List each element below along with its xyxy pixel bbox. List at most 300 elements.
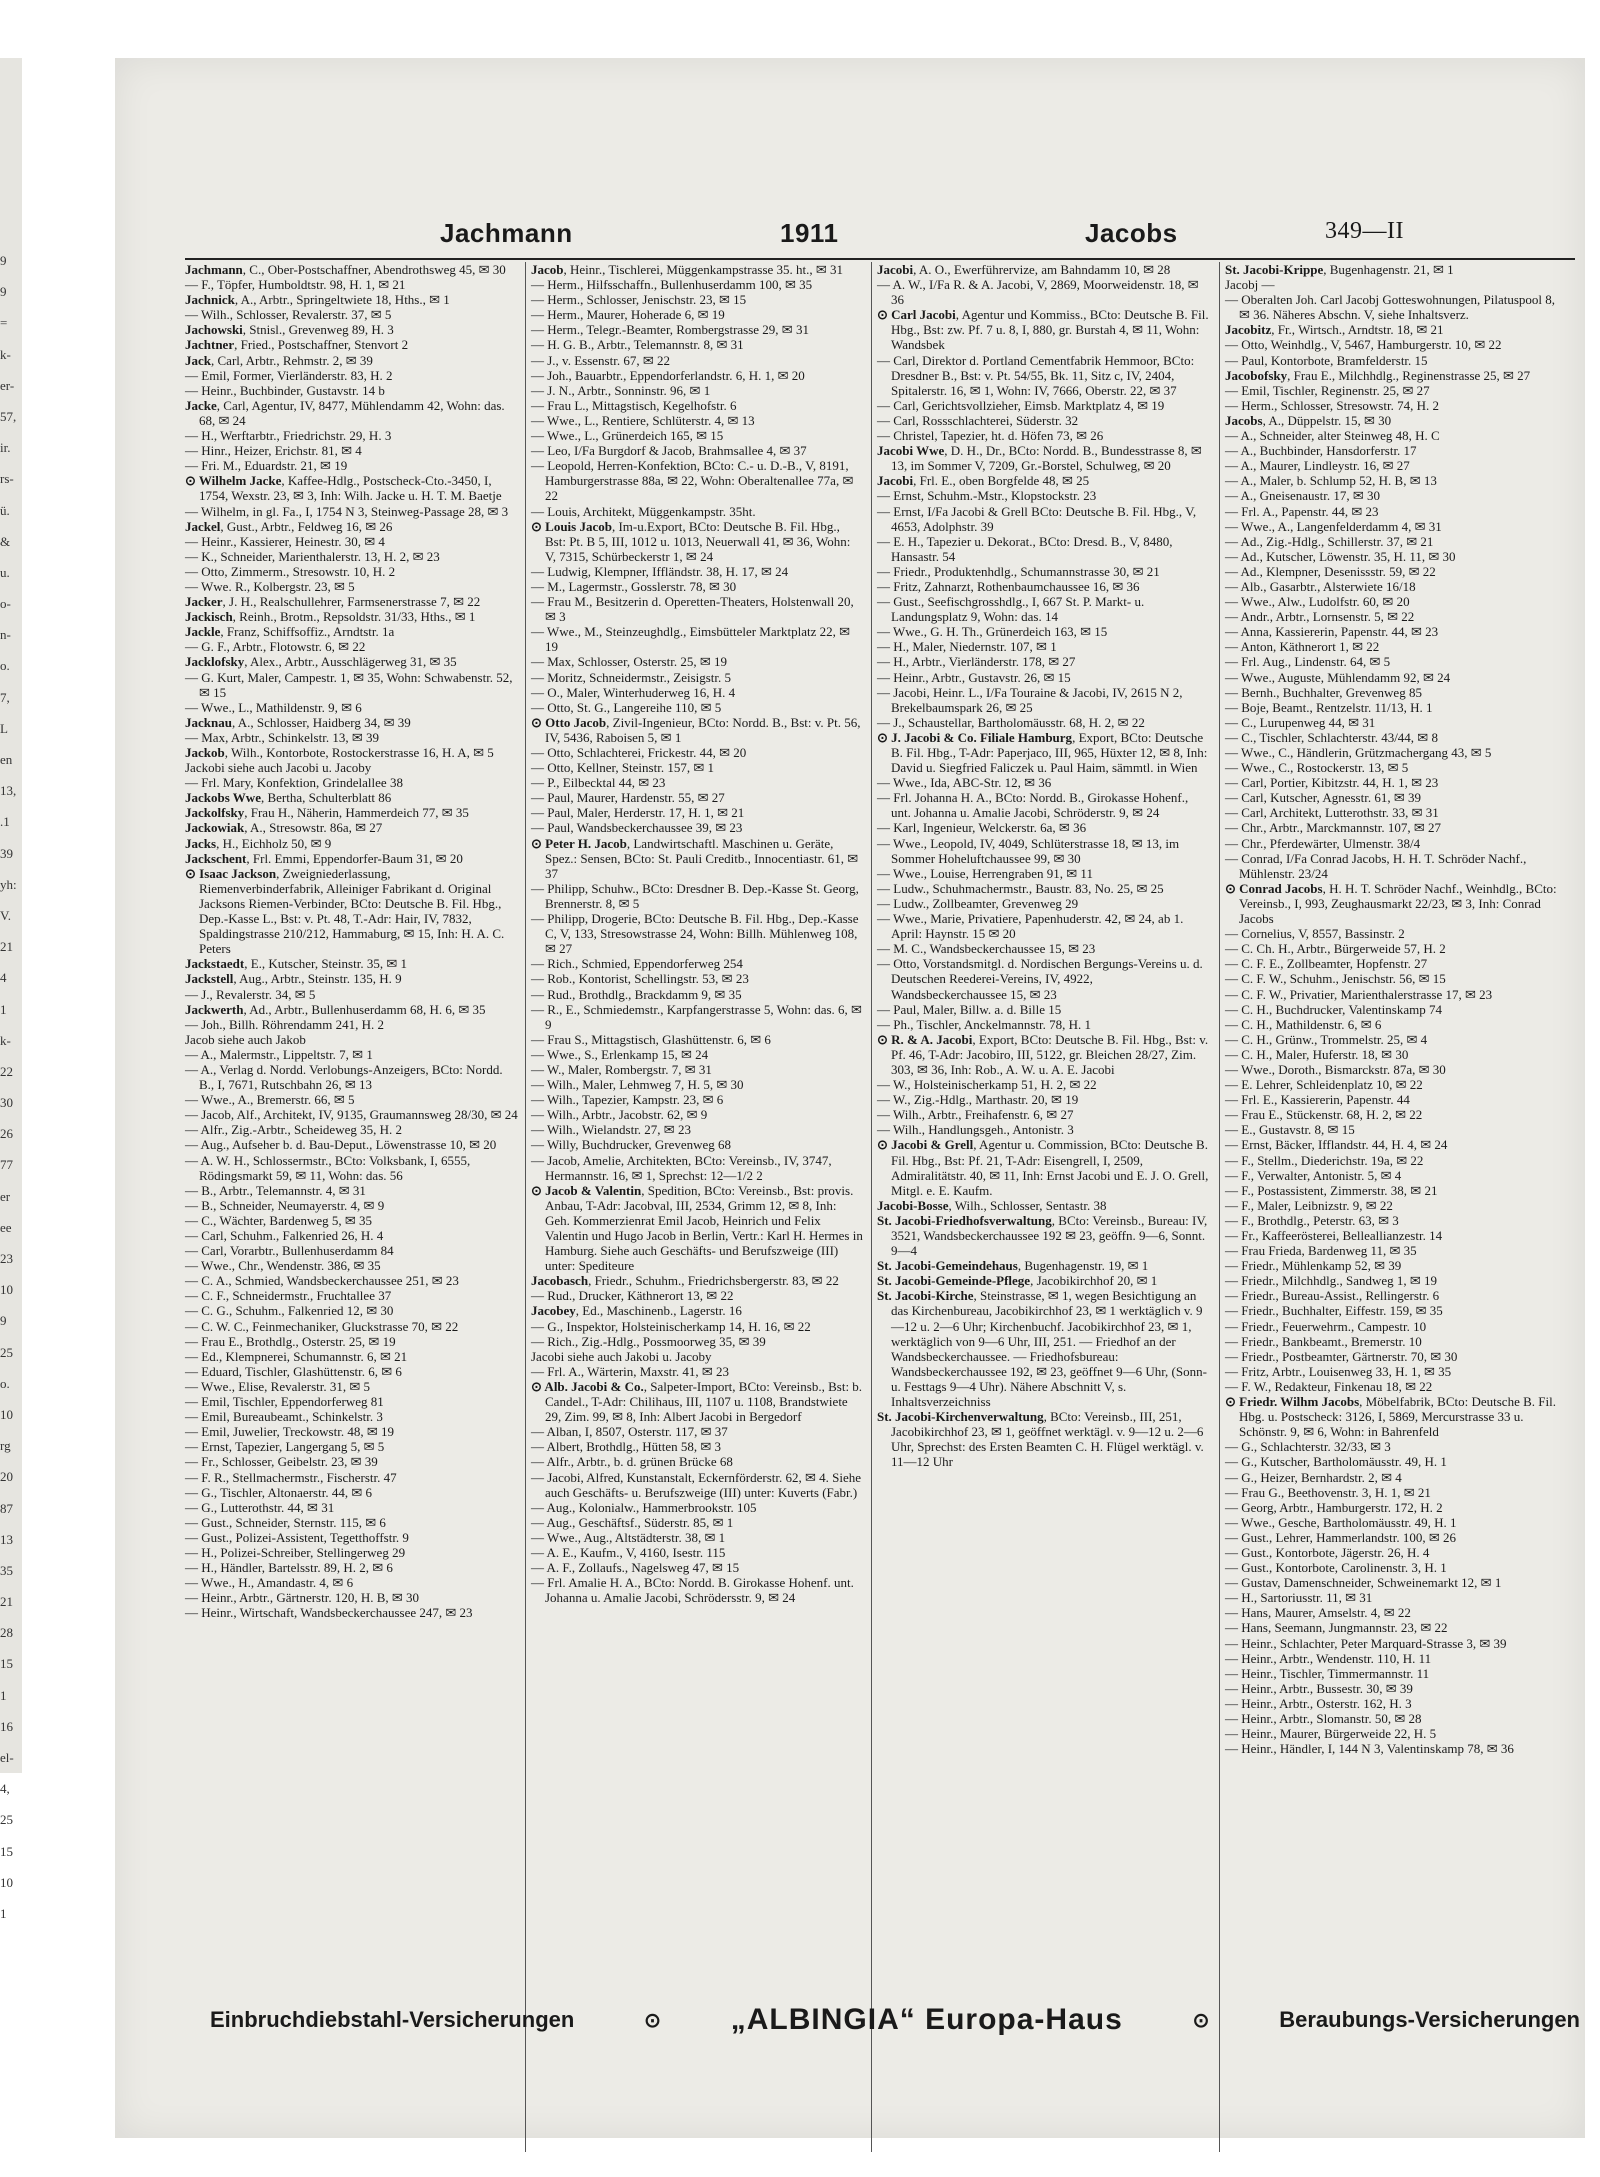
advertisement-footer (210, 1995, 1580, 2045)
directory-entry: ⊙ R. & A. Jacobi, Export, BCto: Deutsche B. Fil. Hbg., Bst: v. Pf. 46, T-Adr: Jacobiro, III, 5122, gr. Bleichen 28/27, Zim. 303, ✉ 36, Inh: Rob., A. W. u. A. E. Jacobi (877, 1031, 1209, 1077)
directory-entry: — Bernh., Buchhalter, Grevenweg 85 (1225, 684, 1422, 700)
header-rule (185, 258, 1575, 260)
directory-entry: — Frau E., Stückenstr. 68, H. 2, ✉ 22 (1225, 1107, 1423, 1123)
directory-entry: — Ph., Tischler, Anckelmannstr. 78, H. 1 (877, 1016, 1091, 1032)
directory-entry: — H., Arbtr., Vierländerstr. 178, ✉ 27 (877, 654, 1076, 670)
margin-fragment: = (0, 315, 8, 331)
directory-entry: — Heinr., Arbtr., Wendenstr. 110, H. 11 (1225, 1650, 1432, 1666)
margin-fragment: 25 (0, 1812, 13, 1828)
margin-fragment: rg (0, 1438, 11, 1454)
margin-fragment: ir. (0, 440, 11, 456)
directory-entry: Jacobitz, Fr., Wirtsch., Arndtstr. 18, ✉ 21 (1225, 322, 1444, 338)
directory-entry: — C., Tischler, Schlachterstr. 43/44, ✉ 8 (1225, 729, 1438, 745)
directory-entry: — C. G., Schuhm., Falkenried 12, ✉ 30 (185, 1303, 394, 1319)
directory-entry: — E. Lehrer, Schleidenplatz 10, ✉ 22 (1225, 1077, 1423, 1093)
directory-entry: — Friedr., Bankbeamt., Bremerstr. 10 (1225, 1333, 1422, 1349)
directory-entry: — Hinr., Heizer, Erichstr. 81, ✉ 4 (185, 443, 362, 459)
directory-entry: — C. H., Maler, Huferstr. 18, ✉ 30 (1225, 1046, 1409, 1062)
margin-fragment: 25 (0, 1344, 13, 1360)
margin-fragment: 15 (0, 1843, 13, 1859)
directory-entry: — Ad., Zig.-Hdlg., Schillerstr. 37, ✉ 21 (1225, 533, 1434, 549)
directory-entry: — Ernst, Schuhm.-Mstr., Klopstockstr. 23 (877, 488, 1097, 504)
directory-entry: — Wwe., Leopold, IV, 4049, Schlüterstrasse 18, ✉ 13, im Sommer Hoheluftchaussee 99, ✉ 30 (877, 835, 1180, 866)
directory-entry: Jackolfsky, Frau H., Näherin, Hammerdeich 77, ✉ 35 (185, 805, 469, 821)
directory-entry: — B., Arbtr., Telemannstr. 4, ✉ 31 (185, 1182, 366, 1198)
directory-entry: Jackobs Wwe, Bertha, Schulterblatt 86 (185, 790, 392, 806)
margin-fragment: 4, (0, 1781, 10, 1797)
directory-entry: — C. F., Schneidermstr., Fruchtallee 37 (185, 1288, 392, 1304)
directory-entry: — Wwe., C., Rostockerstr. 13, ✉ 5 (1225, 760, 1409, 776)
directory-entry: — Wwe., Doroth., Bismarckstr. 87a, ✉ 30 (1225, 1061, 1446, 1077)
directory-entry: ⊙ Wilhelm Jacke, Kaffee-Hdlg., Postscheck-Cto.-3450, I, 1754, Wexstr. 23, ✉ 3, Inh: Wilh. Jacke u. H. T. M. Baetje (185, 473, 502, 504)
margin-fragment: 10 (0, 1874, 13, 1890)
margin-fragment: 26 (0, 1126, 13, 1142)
directory-entry: Jack, Carl, Arbtr., Rehmstr. 2, ✉ 39 (185, 352, 373, 368)
directory-entry: — Fr., Schlosser, Geibelstr. 23, ✉ 39 (185, 1454, 378, 1470)
directory-entry: — Christel, Tapezier, ht. d. Höfen 73, ✉ 26 (877, 428, 1104, 444)
directory-entry: — Joh., Bauarbtr., Eppendorferlandstr. 6, H. 1, ✉ 20 (531, 367, 805, 383)
directory-entry: — Aug., Aufseher b. d. Bau-Deput., Löwenstrasse 10, ✉ 20 (185, 1137, 497, 1153)
directory-entry: — Jacobi, Heinr. L., I/Fa Touraine & Jacobi, IV, 2615 N 2, Brekelbaumspark 26, ✉ 25 (877, 684, 1183, 715)
directory-entry: — Heinr., Kassierer, Heinestr. 30, ✉ 4 (185, 533, 385, 549)
directory-entry: — Leo, I/Fa Burgdorf & Jacob, Brahmsallee 4, ✉ 37 (531, 443, 807, 459)
directory-entry: — Heinr., Arbtr., Gärtnerstr. 120, H. B, ✉ 30 (185, 1590, 420, 1606)
directory-entry: — F., Töpfer, Humboldtstr. 98, H. 1, ✉ 21 (185, 277, 406, 293)
header-year: 1911 (780, 218, 839, 248)
directory-entry: ⊙ Alb. Jacobi & Co., Salpeter-Import, BCto: Vereinsb., Bst: b. Candel., T-Adr: Chilihaus, III, 1107 u. 1108, Brandstwiete 29, Zim. 99, ✉ 8, Inh: Albert Jacobi in Bergedorf (531, 1378, 863, 1425)
directory-entry: — Oberalten Joh. Carl Jacobj Gotteswohnungen, Pilatuspool 8, ✉ 36. Näheres Abschn. V, siehe Inhaltsverz. (1225, 292, 1556, 323)
directory-entry: St. Jacobi-Friedhofsverwaltung, BCto: Vereinsb., Bureau: IV, 3521, Wandsbeckerchaussee 192 ✉ 23, geöffn. 9—6, Sonnt. 9—4 (877, 1212, 1208, 1259)
footer-company: „ALBINGIA“ Europa-Haus (730, 2003, 1123, 2036)
margin-fragment: er- (0, 377, 15, 393)
directory-entry: Jachmann, C., Ober-Postschaffner, Abendrothsweg 45, ✉ 30 (185, 262, 506, 277)
directory-entry: — Heinr., Arbtr., Osterstr. 162, H. 3 (1225, 1695, 1412, 1711)
directory-entry: — Albert, Brothdlg., Hütten 58, ✉ 3 (531, 1439, 721, 1455)
margin-fragment: 9 (0, 253, 7, 268)
directory-entry: — C. H., Grünw., Trommelstr. 25, ✉ 4 (1225, 1031, 1428, 1047)
directory-entry: — Ernst, Bäcker, Ifflandstr. 44, H. 4, ✉ 24 (1225, 1137, 1448, 1153)
directory-entry: — Emil, Tischler, Eppendorferweg 81 (185, 1394, 384, 1410)
directory-entry: Jacobi siehe auch Jakobi u. Jacoby (531, 1348, 712, 1364)
directory-entry: — Anna, Kassiererin, Papenstr. 44, ✉ 23 (1225, 624, 1439, 640)
margin-fragment: er (0, 1188, 11, 1204)
page-header (185, 200, 1580, 250)
margin-fragment: 1 (0, 1905, 7, 1921)
directory-entry: — Anton, Käthnerort 1, ✉ 22 (1225, 639, 1380, 655)
footer-left-text: Einbruchdiebstahl-Versicherungen (210, 2007, 575, 2032)
directory-entry: — Otto, St. G., Langereihe 110, ✉ 5 (531, 699, 722, 715)
directory-entry: — Gust., Lehrer, Hammerlandstr. 100, ✉ 26 (1225, 1529, 1456, 1545)
directory-entry: — Frl. Aug., Lindenstr. 64, ✉ 5 (1225, 654, 1391, 670)
directory-entry: — Paul, Maler, Herderstr. 17, H. 1, ✉ 21 (531, 805, 745, 821)
directory-entry: — Wwe., C., Händlerin, Grützmachergang 43, ✉ 5 (1225, 745, 1492, 760)
directory-entry: Jackstell, Aug., Arbtr., Steinstr. 135, H. 9 (185, 971, 402, 987)
directory-entry: — Wwe., Alw., Ludolfstr. 60, ✉ 20 (1225, 594, 1410, 610)
directory-entry: Jacobi, Frl. E., oben Borgfelde 48, ✉ 25 (877, 473, 1090, 489)
margin-fragment: .1 (0, 814, 10, 830)
directory-entry: — A. F., Zollaufs., Nagelsweg 47, ✉ 15 (531, 1560, 740, 1576)
directory-entry: — Rud., Drucker, Käthnerort 13, ✉ 22 (531, 1288, 734, 1304)
directory-entry: Jacobj — (1225, 277, 1275, 293)
directory-entry: — Frl. A., Papenstr. 44, ✉ 23 (1225, 503, 1379, 519)
directory-entry: — H., Maler, Niedernstr. 107, ✉ 1 (877, 639, 1057, 655)
directory-entry: — Rud., Brothdlg., Brackdamm 9, ✉ 35 (531, 986, 742, 1002)
directory-entry: Jackschent, Frl. Emmi, Eppendorfer-Baum 31, ✉ 20 (185, 850, 463, 866)
directory-entry: — Eduard, Tischler, Glashüttenstr. 6, ✉ 6 (185, 1363, 402, 1379)
margin-fragment: 10 (0, 1282, 13, 1298)
directory-entry: — G., Heizer, Bernhardstr. 2, ✉ 4 (1225, 1469, 1402, 1485)
directory-entry: ⊙ Peter H. Jacob, Landwirtschaftl. Maschinen u. Geräte, Spez.: Sensen, BCto: St. Pauli Creditb., Innocentiastr. 61, ✉ 37 (531, 835, 859, 881)
directory-entry: — Friedr., Mühlenkamp 52, ✉ 39 (1225, 1258, 1402, 1274)
directory-entry: — W., Holsteinischerkamp 51, H. 2, ✉ 22 (877, 1077, 1097, 1093)
directory-entry: — Ed., Klempnerei, Schumannstr. 6, ✉ 21 (185, 1348, 408, 1364)
directory-entry: — Friedr., Produktenhdlg., Schumannstrasse 30, ✉ 21 (877, 563, 1160, 579)
column-divider (525, 262, 526, 2152)
directory-entry: — Heinr., Arbtr., Gustavstr. 26, ✉ 15 (877, 669, 1071, 685)
directory-entry: — F. W., Redakteur, Finkenau 18, ✉ 22 (1225, 1378, 1433, 1394)
directory-entry: — Carl, Direktor d. Portland Cementfabrik Hemmoor, BCto: Dresdner B., Bst: v. Pt. 54/55, Bk. 11, Sitz c, IV, 2404, Spitalerstr. 16, ✉ 1, Wohn: IV, 7666, Oberstr. 22, ✉ 37 (877, 352, 1195, 398)
column-1 (185, 262, 518, 2167)
directory-entry: — H., Sartoriusstr. 11, ✉ 31 (1225, 1590, 1373, 1606)
directory-entry: — C. H., Mathildenstr. 6, ✉ 6 (1225, 1016, 1382, 1032)
directory-entry: Jacobi, A. O., Ewerführervize, am Bahndamm 10, ✉ 28 (877, 262, 1171, 277)
directory-entry: Jacobasch, Friedr., Schuhm., Friedrichsbergerstr. 83, ✉ 22 (531, 1273, 839, 1289)
directory-entry: — Friedr., Buchhalter, Eiffestr. 159, ✉ 35 (1225, 1303, 1443, 1319)
directory-entry: — O., Maler, Winterhuderweg 16, H. 4 (531, 684, 736, 700)
directory-entry: — K., Schneider, Marienthalerstr. 13, H. 2, ✉ 23 (185, 548, 440, 564)
directory-entry: — G. F., Arbtr., Flotowstr. 6, ✉ 22 (185, 639, 366, 655)
directory-entry: — Frau G., Beethovenstr. 3, H. 1, ✉ 21 (1225, 1484, 1431, 1500)
directory-entry: — A. W. H., Schlossermstr., BCto: Volksbank, I, 6555, Rödingsmarkt 59, ✉ 11, Wohn: das. 56 (185, 1152, 471, 1183)
directory-entry: — Otto, Weinhdlg., V, 5467, Hamburgerstr. 10, ✉ 22 (1225, 337, 1502, 353)
margin-fragment: 28 (0, 1625, 13, 1641)
directory-entry: — Wwe., L., Mathildenstr. 9, ✉ 6 (185, 699, 362, 715)
directory-entry: — Wilh., Maler, Lehmweg 7, H. 5, ✉ 30 (531, 1077, 744, 1093)
directory-entry: — Carl, Vorarbtr., Bullenhuserdamm 84 (185, 1243, 394, 1259)
directory-entry: — Heinr., Buchbinder, Gustavstr. 14 b (185, 382, 385, 398)
directory-entry: — B., Schneider, Neumayerstr. 4, ✉ 9 (185, 1197, 385, 1213)
directory-entry: — Fri. M., Eduardstr. 21, ✉ 19 (185, 458, 348, 474)
directory-entry: — Wwe. R., Kolbergstr. 23, ✉ 5 (185, 578, 355, 594)
directory-entry: — J. N., Arbtr., Sonninstr. 96, ✉ 1 (531, 382, 711, 398)
directory-entry: — M. C., Wandsbeckerchaussee 15, ✉ 23 (877, 941, 1096, 957)
directory-entry: Jacobofsky, Frau E., Milchhdlg., Reginenstrasse 25, ✉ 27 (1225, 367, 1531, 383)
directory-entry: Jacobs, A., Düppelstr. 15, ✉ 30 (1225, 412, 1392, 428)
margin-fragment: 21 (0, 1594, 13, 1610)
directory-entry: — Wwe., L., Rentiere, Schlüterstr. 4, ✉ 13 (531, 412, 755, 428)
directory-entry: ⊙ Jacobi & Grell, Agentur u. Commission, BCto: Deutsche B. Fil. Hbg., Bst: Pf. 21, T-Adr: Eisengrell, I, 2509, Admiralitätstr. 40, ✉ 11, Inh: Ernst Jacobi und E. J. O. Grell, Mitgl. e. E. Kaufm. (877, 1137, 1209, 1198)
directory-entry: Jacklofsky, Alex., Arbtr., Ausschlägerweg 31, ✉ 35 (185, 654, 457, 670)
directory-entry: — J., Revalerstr. 34, ✉ 5 (185, 986, 316, 1002)
directory-entry: ⊙ Louis Jacob, Im-u.Export, BCto: Deutsche B. Fil. Hbg., Bst: Pt. B 5, III, 1012 u. 1013, Neuerwall 41, ✉ 36, Wohn: V, 7315, Schürbeckerstr 1, ✉ 24 (531, 518, 851, 564)
footer-right-text: Beraubungs-Versicherungen (1279, 2007, 1580, 2032)
column-divider (871, 262, 872, 2152)
directory-entry: — Frau Frieda, Bardenweg 11, ✉ 35 (1225, 1243, 1417, 1259)
margin-fragment: ü. (0, 502, 10, 518)
directory-entry: — Wilh., Schlosser, Revalerstr. 37, ✉ 5 (185, 307, 392, 323)
margin-fragment: 22 (0, 1063, 13, 1079)
column-4 (1225, 262, 1558, 2167)
directory-entry: Jackob, Wilh., Kontorbote, Rostockerstrasse 16, H. A, ✉ 5 (185, 745, 494, 760)
directory-entry: — Hans, Seemann, Jungmannstr. 23, ✉ 22 (1225, 1620, 1448, 1636)
directory-entry: — Wwe., Chr., Wendenstr. 386, ✉ 35 (185, 1258, 381, 1274)
directory-entry: — C. A., Schmied, Wandsbeckerchaussee 251, ✉ 23 (185, 1273, 459, 1289)
directory-entry: — C. W. C., Feinmechaniker, Gluckstrasse 70, ✉ 22 (185, 1318, 459, 1334)
directory-entry: — Gust., Schneider, Sternstr. 115, ✉ 6 (185, 1514, 386, 1530)
directory-entry: — Emil, Tischler, Reginenstr. 25, ✉ 27 (1225, 382, 1430, 398)
margin-fragment: 87 (0, 1500, 13, 1516)
directory-entry: — Wwe., Ida, ABC-Str. 12, ✉ 36 (877, 775, 1052, 791)
directory-entry: — W., Zig.-Hdlg., Marthastr. 20, ✉ 19 (877, 1092, 1079, 1108)
header-last-entry: Jacobs (1085, 218, 1178, 248)
directory-entry: Jackel, Gust., Arbtr., Feldweg 16, ✉ 26 (185, 518, 393, 534)
directory-entry: — Otto, Kellner, Steinstr. 157, ✉ 1 (531, 760, 714, 776)
margin-fragment: yh: (0, 876, 17, 892)
directory-entry: — Carl, Architekt, Lutterothstr. 33, ✉ 31 (1225, 805, 1439, 821)
directory-entry: — Paul, Maler, Billw. a. d. Bille 15 (877, 1001, 1062, 1017)
directory-entry: — Aug., Geschäftsf., Süderstr. 85, ✉ 1 (531, 1514, 734, 1530)
directory-entry: — Boje, Beamt., Rentzelstr. 11/13, H. 1 (1225, 699, 1433, 715)
margin-fragment: 57, (0, 408, 17, 424)
directory-entry: — G., Schlachterstr. 32/33, ✉ 3 (1225, 1439, 1391, 1455)
margin-fragment: V. (0, 907, 11, 923)
margin-fragment: 13, (0, 783, 17, 799)
directory-entry: — Wwe., Gesche, Bartholomäusstr. 49, H. 1 (1225, 1514, 1457, 1530)
margin-fragment: 13 (0, 1531, 13, 1547)
directory-entry: — Jacobi, Alfred, Kunstanstalt, Eckernförderstr. 62, ✉ 4. Siehe auch Geschäfts- u. Berufszweige (III) unter: Kuverts (Fabr.) (531, 1469, 862, 1500)
directory-entry: — Frl. Johanna H. A., BCto: Nordd. B., Girokasse Hohenf., unt. Johanna u. Amalie Jacobi, Schröderstr. 9, ✉ 24 (877, 790, 1189, 821)
directory-entry: — H., Werftarbtr., Friedrichstr. 29, H. 3 (185, 428, 392, 444)
directory-entry: St. Jacobi-Kirchenverwaltung, BCto: Vereinsb., III, 251, Jacobikirchhof 23, ✉ 1, geöffnet werktägl. v. 9—12 u. 2—6 Uhr, Sprechst: des Ersten Beamten C. H. Flügel werktägl. v. 11—12 Uhr (877, 1409, 1204, 1470)
directory-entry: — C. Ch. H., Arbtr., Bürgerweide 57, H. 2 (1225, 941, 1446, 957)
directory-entry: — Philipp, Schuhw., BCto: Dresdner B. Dep.-Kasse St. Georg, Brennerstr. 8, ✉ 5 (531, 880, 859, 911)
directory-entry: — Wwe., Elise, Revalerstr. 31, ✉ 5 (185, 1378, 371, 1394)
directory-entry: Jacobi-Bosse, Wilh., Schlosser, Sentastr. 38 (877, 1197, 1107, 1213)
directory-entry: — G., Tischler, Altonaerstr. 44, ✉ 6 (185, 1484, 372, 1500)
margin-fragment: 21 (0, 939, 13, 955)
directory-entry: — Wilh., Wielandstr. 27, ✉ 23 (531, 1122, 691, 1138)
directory-entry: — J., Schaustellar, Bartholomäusstr. 68, H. 2, ✉ 22 (877, 714, 1145, 730)
directory-entry: Jacknau, A., Schlosser, Haidberg 34, ✉ 39 (185, 714, 411, 730)
directory-entry: Jacobey, Ed., Maschinenb., Lagerstr. 16 (531, 1303, 742, 1319)
directory-entry: — Aug., Kolonialw., Hammerbrookstr. 105 (531, 1499, 757, 1515)
margin-fragment: rs- (0, 471, 14, 487)
directory-entry: — J., v. Essenstr. 67, ✉ 22 (531, 352, 670, 368)
directory-entry: — Emil, Former, Vierländerstr. 83, H. 2 (185, 367, 393, 383)
directory-entry: — E. H., Tapezier u. Dekorat., BCto: Dresd. B., V, 8480, Hansastr. 54 (877, 533, 1173, 564)
directory-entry: — Gust., Seefischgrosshdlg., I, 667 St. P. Markt- u. Landungsplatz 9, Wohn: das. 14 (877, 594, 1145, 625)
directory-entry: — Otto, Vorstandsmitgl. d. Nordischen Bergungs-Vereins u. d. Deutschen Reederei-Vereins, IV, 4922, Wandsbeckerchaussee 15, ✉ 23 (877, 956, 1203, 1002)
directory-entry: — Gustav, Damenschneider, Schweinemarkt 12, ✉ 1 (1225, 1575, 1502, 1591)
directory-entry: — Rich., Schmied, Eppendorferweg 254 (531, 956, 743, 972)
directory-entry: — G. Kurt, Maler, Campestr. 1, ✉ 35, Wohn: Schwabenstr. 52, ✉ 15 (185, 669, 513, 700)
directory-entry: — Alfr., Zig.-Arbtr., Scheideweg 35, H. 2 (185, 1122, 402, 1138)
directory-entry: Jackobi siehe auch Jacobi u. Jacoby (185, 760, 372, 776)
directory-entry: — F., Maler, Leibnizstr. 9, ✉ 22 (1225, 1197, 1393, 1213)
directory-entry: ⊙ Jacob & Valentin, Spedition, BCto: Vereinsb., Bst: provis. Anbau, T-Adr: Jacobval, III, 2534, Grimm 12, ✉ 8, Inh: Geh. Kommerzienrat Emil Jacob, Heinrich und Felix Valentin und Hugo Jacob in Berlin, Vertr.: Karl H. Hermes in Hamburg. Siehe auch Geschäfts- und Berufszweige (III) unter: Spediteure (531, 1182, 863, 1274)
column-divider (1219, 262, 1220, 2152)
directory-entry: — Wwe., Aug., Altstädterstr. 38, ✉ 1 (531, 1529, 726, 1545)
directory-entry: — Max, Schlosser, Osterstr. 25, ✉ 19 (531, 654, 727, 670)
directory-entry: — Gust., Kontorbote, Jägerstr. 26, H. 4 (1225, 1544, 1430, 1560)
directory-entry: — Heinr., Tischler, Timmermannstr. 11 (1225, 1665, 1430, 1681)
directory-entry: — Emil, Juwelier, Treckowstr. 48, ✉ 19 (185, 1424, 394, 1440)
margin-fragment: ee (0, 1219, 12, 1235)
directory-entry: — G., Inspektor, Holsteinischerkamp 14, H. 16, ✉ 22 (531, 1318, 811, 1334)
directory-entry: — F., Postassistent, Zimmerstr. 38, ✉ 21 (1225, 1182, 1438, 1198)
directory-entry: — Ernst, Tapezier, Langergang 5, ✉ 5 (185, 1439, 385, 1455)
directory-entry: Jackwerth, Ad., Arbtr., Bullenhuserdamm 68, H. 6, ✉ 35 (185, 1001, 486, 1017)
margin-fragment: 30 (0, 1095, 13, 1111)
directory-entry: ⊙ Friedr. Wilhm Jacobs, Möbelfabrik, BCto: Deutsche B. Fil. Hbg. u. Postscheck: 3126, I, 5869, Mercurstrasse 33 u. Schönstr. 9, ✉ 6, Wohn: in Bahrenfeld (1225, 1394, 1556, 1440)
directory-entry: — Otto, Schlachterei, Frickestr. 44, ✉ 20 (531, 745, 747, 760)
directory-entry: — Wilh., Tapezier, Kampstr. 23, ✉ 6 (531, 1092, 724, 1108)
directory-entry: — Herm., Telegr.-Beamter, Rombergstrasse 29, ✉ 31 (531, 322, 809, 338)
directory-entry: — Karl, Ingenieur, Welckerstr. 6a, ✉ 36 (877, 820, 1087, 836)
directory-entry: — A. E., Kaufm., V, 4160, Isestr. 115 (531, 1544, 726, 1560)
directory-entry: — C. F. W., Privatier, Marienthalerstrasse 17, ✉ 23 (1225, 986, 1493, 1002)
directory-entry: — Wilh., Arbtr., Jacobstr. 62, ✉ 9 (531, 1107, 708, 1123)
directory-entry: ⊙ J. Jacobi & Co. Filiale Hamburg, Export, BCto: Deutsche B. Fil. Hbg., T-Adr: Paperjaco, III, 965, Hüxter 12, ✉ 8, Inh: David u. Siegfried Faliczek u. Paul Haim, sämmtl. in Wien (877, 729, 1208, 776)
directory-entry: — Alban, I, 8507, Osterstr. 117, ✉ 37 (531, 1424, 728, 1440)
margin-fragment: k- (0, 1032, 11, 1048)
directory-entry: — Wwe., Louise, Herrengraben 91, ✉ 11 (877, 865, 1093, 881)
margin-fragment: 15 (0, 1656, 13, 1672)
directory-entry: — Heinr., Händler, I, 144 N 3, Valentinskamp 78, ✉ 36 (1225, 1741, 1514, 1757)
directory-entry: — H., Händler, Bartelsstr. 89, H. 2, ✉ 6 (185, 1560, 393, 1576)
directory-entry: — Wilh., Arbtr., Freihafenstr. 6, ✉ 27 (877, 1107, 1074, 1123)
margin-fragment: 1 (0, 1001, 7, 1017)
margin-fragment: 23 (0, 1251, 13, 1266)
directory-entry: — Georg, Arbtr., Hamburgerstr. 172, H. 2 (1225, 1499, 1443, 1515)
directory-entry: — Carl, Portier, Kibitzstr. 44, H. 1, ✉ 23 (1225, 775, 1439, 791)
margin-fragment: & (0, 533, 11, 549)
directory-entry: — Wwe., M., Steinzeughdlg., Eimsbütteler Marktplatz 22, ✉ 19 (531, 624, 850, 655)
directory-entry: Jacob siehe auch Jakob (185, 1031, 306, 1047)
directory-entry: — Gust., Polizei-Assistent, Tegetthoffstr. 9 (185, 1529, 409, 1545)
directory-entry: — F. R., Stellmachermstr., Fischerstr. 47 (185, 1469, 397, 1485)
margin-fragment: 16 (0, 1718, 13, 1734)
directory-entry: — A., Maler, b. Schlump 52, H. B, ✉ 13 (1225, 473, 1437, 489)
directory-entry: ⊙ Carl Jacobi, Agentur und Kommiss., BCto: Deutsche B. Fil. Hbg., Bst: zw. Pf. 7 u. 8, I, 880, gr. Burstah 4, ✉ 11, Wohn: Wandsbek (877, 307, 1209, 353)
column-2 (531, 262, 864, 2167)
directory-entry: — Friedr., Bureau-Assist., Rellingerstr. 6 (1225, 1288, 1440, 1304)
margin-fragment: n- (0, 627, 11, 643)
directory-entry: — C., Wächter, Bardenweg 5, ✉ 35 (185, 1212, 373, 1228)
directory-entry: — Carl, Kutscher, Agnesstr. 61, ✉ 39 (1225, 790, 1421, 806)
directory-entry: — Alb., Gasarbtr., Alsterwiete 16/18 (1225, 578, 1416, 594)
directory-entry: — Herm., Maurer, Hoherade 6, ✉ 19 (531, 307, 725, 323)
directory-entry: — Herm., Schlosser, Stresowstr. 74, H. 2 (1225, 397, 1439, 413)
directory-entry: ⊙ Conrad Jacobs, H. H. T. Schröder Nachf., Weinhdlg., BCto: Vereinsb., I, 993, Zeughausmarkt 22/23, ✉ 3, Inh: Conrad Jacobs (1225, 880, 1557, 927)
margin-fragment: 10 (0, 1406, 13, 1422)
directory-entry: — Wilhelm, in gl. Fa., I, 1754 N 3, Steinweg-Passage 28, ✉ 3 (185, 503, 509, 519)
page-number: 349—II (1325, 218, 1404, 244)
margin-fragment: el- (0, 1750, 14, 1765)
directory-entry: — Heinr., Wirtschaft, Wandsbeckerchaussee 247, ✉ 23 (185, 1605, 473, 1621)
directory-entry: — Ernst, I/Fa Jacobi & Grell BCto: Deutsche B. Fil. Hbg., V, 4653, Adolphstr. 39 (877, 503, 1197, 534)
directory-entry: — Jacob, Alf., Architekt, IV, 9135, Graumannsweg 28/30, ✉ 24 (185, 1107, 518, 1123)
directory-entry: — C. F. E., Zollbeamter, Hopfenstr. 27 (1225, 956, 1428, 972)
directory-entry: — Chr., Arbtr., Marckmannstr. 107, ✉ 27 (1225, 820, 1441, 836)
directory-entry: Jackle, Franz, Schiffsoffiz., Arndtstr. 1a (185, 624, 395, 640)
directory-entry: — H. G. B., Arbtr., Telemannstr. 8, ✉ 31 (531, 337, 744, 353)
directory-entry: — Alfr., Arbtr., b. d. grünen Brücke 68 (531, 1454, 733, 1470)
directory-entry: — Rob., Kontorist, Schellingstr. 53, ✉ 23 (531, 971, 749, 987)
directory-entry: — Wwe., Marie, Privatiere, Papenhuderstr. 42, ✉ 24, ab 1. April: Haynstr. 15 ✉ 20 (877, 911, 1184, 942)
directory-entry: — Friedr., Milchhdlg., Sandweg 1, ✉ 19 (1225, 1273, 1438, 1289)
directory-entry: — Frl. Amalie H. A., BCto: Nordd. B. Girokasse Hohenf. unt. Johanna u. Amalie Jacobi, Schrödersstr. 9, ✉ 24 (531, 1575, 854, 1606)
directory-entry: — A., Malermstr., Lippeltstr. 7, ✉ 1 (185, 1046, 373, 1062)
directory-entry: — Frl. E., Kassiererin, Papenstr. 44 (1225, 1092, 1410, 1108)
directory-entry: — Philipp, Drogerie, BCto: Deutsche B. Fil. Hbg., Dep.-Kasse C, V, 133, Stresowstrasse 24, Wohn: Billh. Mühlenweg 108, ✉ 27 (531, 911, 859, 957)
directory-entry: — G., Lutterothstr. 44, ✉ 31 (185, 1499, 335, 1515)
header-first-entry: Jachmann (440, 218, 573, 248)
directory-entry: Jackowiak, A., Stresowstr. 86a, ✉ 27 (185, 820, 383, 836)
directory-entry: — E., Gustavstr. 8, ✉ 15 (1225, 1122, 1355, 1138)
directory-entry: — Fritz, Zahnarzt, Rothenbaumchaussee 16, ✉ 36 (877, 578, 1140, 594)
margin-fragment: 9 (0, 1313, 7, 1329)
directory-entry: — F., Verwalter, Antonistr. 5, ✉ 4 (1225, 1167, 1402, 1183)
directory-entry: — A., Maurer, Lindleystr. 16, ✉ 27 (1225, 458, 1410, 474)
directory-entry: — F., Brothdlg., Peterstr. 63, ✉ 3 (1225, 1212, 1399, 1228)
margin-fragment: 1 (0, 1687, 7, 1703)
directory-entry: — Frl. A., Wärterin, Maxstr. 41, ✉ 23 (531, 1363, 730, 1379)
column-3 (877, 262, 1210, 2167)
margin-fragment: k- (0, 346, 11, 362)
margin-fragment: 77 (0, 1157, 13, 1173)
footer-ornament: ⊙ (644, 2009, 661, 2032)
directory-entry: — Frau S., Mittagstisch, Glashüttenstr. 6, ✉ 6 (531, 1031, 771, 1047)
directory-entry: — Herm., Schlosser, Jenischstr. 23, ✉ 15 (531, 292, 747, 308)
directory-entry: Jacker, J. H., Realschullehrer, Farmsenerstrasse 7, ✉ 22 (185, 594, 481, 610)
directory-entry: — A., Verlag d. Nordd. Verlobungs-Anzeigers, BCto: Nordd. B., I, 7671, Rutschbahn 26, ✉ 13 (185, 1061, 503, 1093)
directory-entry: — Wwe., Auguste, Mühlendamm 92, ✉ 24 (1225, 669, 1451, 685)
directory-entry: — Conrad, I/Fa Conrad Jacobs, H. H. T. Schröder Nachf., Mühlenstr. 23/24 (1225, 850, 1527, 881)
directory-entry: — Andr., Arbtr., Lornsenstr. 5, ✉ 22 (1225, 609, 1415, 625)
directory-entry: Jacob, Heinr., Tischlerei, Müggenkampstrasse 35. ht., ✉ 31 (531, 262, 844, 277)
directory-entry: — Fr., Kaffeerösterei, Belleallianzestr. 14 (1225, 1228, 1443, 1243)
directory-entry: St. Jacobi-Gemeinde-Pflege, Jacobikirchhof 20, ✉ 1 (877, 1273, 1158, 1289)
margin-fragment: 35 (0, 1562, 13, 1578)
directory-entry: — Carl, Gerichtsvollzieher, Eimsb. Marktplatz 4, ✉ 19 (877, 397, 1165, 413)
margin-fragment: 9 (0, 284, 7, 300)
directory-entry: — Wwe., G. H. Th., Grünerdeich 163, ✉ 15 (877, 624, 1108, 640)
directory-entry: — Heinr., Schlachter, Peter Marquard-Strasse 3, ✉ 39 (1225, 1635, 1507, 1651)
directory-entry: — Max, Arbtr., Schinkelstr. 13, ✉ 39 (185, 729, 379, 745)
directory-entry: — C. F. W., Schuhm., Jenischstr. 56, ✉ 15 (1225, 971, 1446, 987)
directory-entry: — Frl. Mary, Konfektion, Grindelallee 38 (185, 775, 403, 791)
directory-entry: Jachowski, Stnisl., Grevenweg 89, H. 3 (185, 322, 394, 338)
directory-columns (185, 262, 1580, 2162)
directory-entry: — Wwe., A., Bremerstr. 66, ✉ 5 (185, 1092, 355, 1108)
directory-entry: ⊙ Isaac Jackson, Zweigniederlassung, Riemenverbinderfabrik, Alleiniger Fabrikant d. Original Jacksons Riemen-Verbinder, BCto: Deutsche B. Fil. Hbg., Dep.-Kasse L., Bst: v. Pt. 48, T.-Adr: Hair, IV, 7832, Spaldingstrasse 210/212, Hammaburg, ✉ 15, Inh: H. A. C. Peters (185, 865, 505, 957)
directory-entry: — Frau E., Brothdlg., Osterstr. 25, ✉ 19 (185, 1333, 396, 1349)
directory-entry: — Wwe., L., Grünerdeich 165, ✉ 15 (531, 428, 724, 444)
directory-entry: — Jacob, Amelie, Architekten, BCto: Vereinsb., IV, 3747, Hermannstr. 16, ✉ 1, Sprechst: 12—1/2 2 (531, 1152, 832, 1183)
directory-entry: — Wwe., S., Erlenkamp 15, ✉ 24 (531, 1046, 709, 1062)
directory-entry: — Ad., Klempner, Desenissstr. 59, ✉ 22 (1225, 563, 1436, 579)
directory-entry: — G., Kutscher, Bartholomäusstr. 49, H. 1 (1225, 1454, 1447, 1470)
margin-fragment: 4 (0, 970, 7, 986)
margin-fragment: u. (0, 564, 10, 580)
directory-entry: Jacobi Wwe, D. H., Dr., BCto: Nordd. B., Bundesstrasse 8, ✉ 13, im Sommer V, 7209, Gr.-Borstel, Schulweg, ✉ 20 (877, 443, 1202, 474)
margin-fragment: 39 (0, 845, 13, 861)
margin-fragment: L (0, 720, 8, 736)
directory-entry: — Wwe., H., Amandastr. 4, ✉ 6 (185, 1575, 354, 1591)
directory-entry: — Carl, Rossschlachterei, Süderstr. 32 (877, 412, 1079, 428)
directory-entry: ⊙ Otto Jacob, Zivil-Ingenieur, BCto: Nordd. B., Bst: v. Pt. 56, IV, 5436, Raboisen 5, ✉ 1 (531, 714, 861, 745)
